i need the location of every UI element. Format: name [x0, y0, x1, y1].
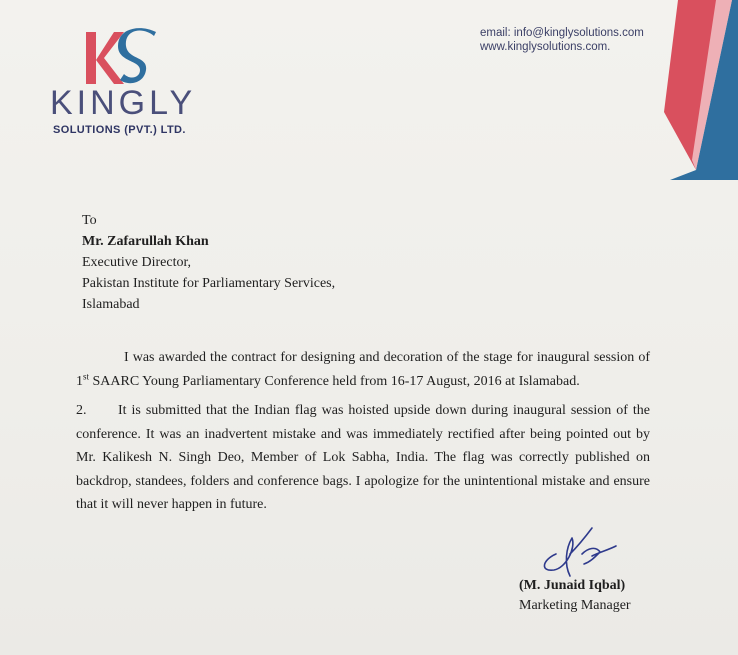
ordinal-superscript: st: [83, 370, 90, 381]
letter-body: [76, 346, 650, 517]
signatory-name: (M. Junaid Iqbal): [519, 578, 626, 593]
paragraph-2-text: It is submitted that the Indian flag was hoisted upside down during inaugural session of the conference. It was an inadvertent mistake and was immediately rectified after being pointed out by Mr. Kalikesh N. Singh Deo, Member of Lok Sabha, India. The flag was correctly published on backdrop, standees, folders and conference bags. I apologize for the unintentional mistake and ensure that it will never happen in future.: [76, 403, 650, 512]
address-to: To: [82, 213, 97, 228]
handwritten-signature: [536, 524, 620, 580]
paragraph-2: [76, 399, 650, 517]
ks-monogram-icon: [84, 26, 158, 90]
recipient-org: Pakistan Institute for Parliamentary Services,: [82, 276, 336, 291]
signatory-title: Marketing Manager: [519, 598, 631, 613]
paragraph-1: [76, 346, 650, 393]
paragraph-1-text-a: I was awarded the contract for designing and decoration of the stage for inaugural session of 1: [76, 350, 650, 389]
recipient-name: Mr. Zafarullah Khan: [82, 234, 209, 249]
corner-stripe-graphic: [620, 0, 738, 180]
brand-name: KINGLY: [50, 84, 197, 122]
contact-email: email: info@kinglysolutions.com: [480, 27, 644, 39]
paragraph-number: 2.: [76, 403, 87, 418]
recipient-title: Executive Director,: [82, 255, 192, 270]
recipient-address: [82, 210, 335, 315]
recipient-city: Islamabad: [82, 297, 140, 312]
brand-subtitle: SOLUTIONS (PVT.) LTD.: [53, 124, 186, 136]
paragraph-1-text-b: SAARC Young Parliamentary Conference held from 16-17 August, 2016 at Islamabad.: [89, 373, 580, 389]
contact-website: www.kinglysolutions.com.: [480, 41, 611, 53]
